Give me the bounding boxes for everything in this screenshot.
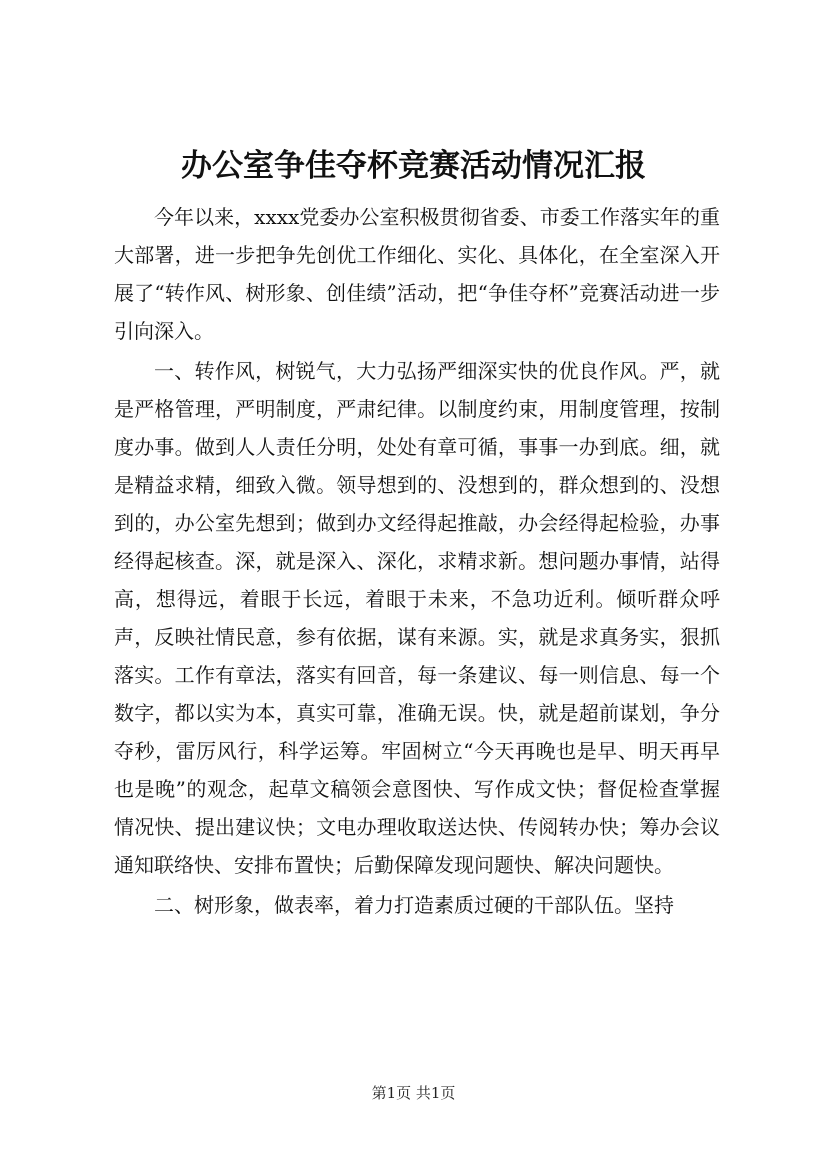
paragraph-section-two: 二、树形象，做表率，着力打造素质过硬的干部队伍。坚持	[154, 893, 674, 917]
document-title: 办公室争佳夺杯竞赛活动情况汇报	[181, 148, 646, 184]
document-body	[114, 198, 720, 924]
page-footer: 第1页 共1页	[371, 1084, 456, 1102]
paragraph-intro: 今年以来，xxxx党委办公室积极贯彻省委、市委工作落实年的重大部署，进一步把争先创优工作细化、实化、具体化，在全室深入开展了“转作风、树形象、创佳绩”活动，把“争佳夺杯”竞赛活动进一步引向深入。	[114, 205, 720, 343]
paragraph-section-one: 一、转作风，树锐气，大力弘扬严细深实快的优良作风。严，就是严格管理，严明制度，严肃纪律。以制度约束，用制度管理，按制度办事。做到人人责任分明，处处有章可循，事事一办到底。细，就是精益求精，细致入微。领导想到的、没想到的，群众想到的、没想到的，办公室先想到；做到办文经得起推敲，办会经得起检验，办事经得起核查。深，就是深入、深化，求精求新。想问题办事情，站得高，想得远，着眼于长远，着眼于未来，不急功近利。倾听群众呼声，反映社情民意，参有依据，谋有来源。实，就是求真务实，狠抓落实。工作有章法，落实有回音，每一条建议、每一则信息、每一个数字，都以实为本，真实可靠，准确无误。快，就是超前谋划，争分夺秒，雷厉风行，科学运筹。牢固树立“今天再晚也是早、明天再早也是晚”的观念，起草文稿领会意图快、写作成文快；督促检查掌握情况快、提出建议快；文电办理收取送达快、传阅转办快；筹办会议通知联络快、安排布置快；后勤保障发现问题快、解决问题快。	[114, 359, 720, 877]
